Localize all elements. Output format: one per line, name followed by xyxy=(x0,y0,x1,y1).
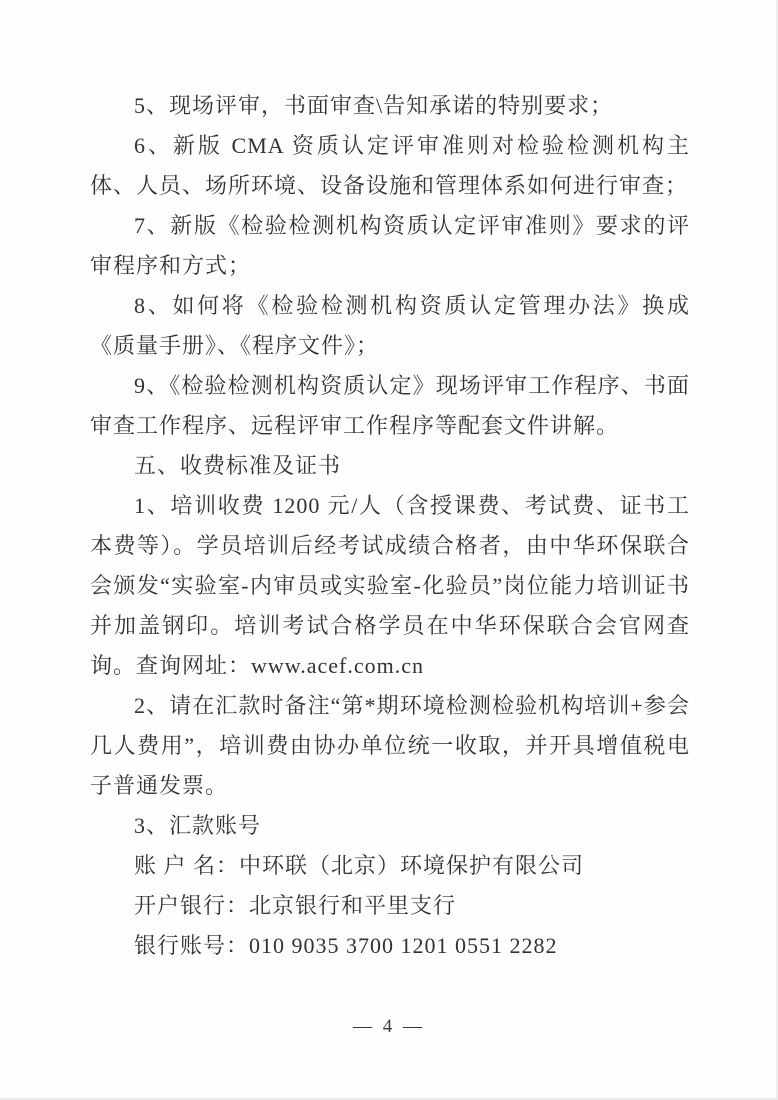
list-item-7: 7、新版《检验检测机构资质认定评审准则》要求的评审程序和方式； xyxy=(90,213,690,278)
bank-account-number-line: 银行账号：010 9035 3700 1201 0551 2282 xyxy=(134,933,558,958)
account-name-line: 账 户 名：中环联（北京）环境保护有限公司 xyxy=(134,853,585,878)
bank-branch-line: 开户银行：北京银行和平里支行 xyxy=(134,893,457,918)
document-body xyxy=(90,86,690,966)
fee-item-3-remittance-account: 3、汇款账号 xyxy=(134,813,262,838)
fee-item-2-remittance-note: 2、请在汇款时备注“第*期环境检测检验机构培训+参会几人费用”，培训费由协办单位统一收取，并开具增值税电子普通发票。 xyxy=(90,693,690,798)
list-item-8: 8、如何将《检验检测机构资质认定管理办法》换成《质量手册》、《程序文件》； xyxy=(90,293,690,358)
fee-item-1-training-fee: 1、培训收费 1200 元/人（含授课费、考试费、证书工本费等）。学员培训后经考试成绩合格者，由中华环保联合会颁发“实验室-内审员或实验室-化验员”岗位能力培训证书并加盖钢印。培训考试合格学员在中华环保联合会官网查询。查询网址：www.acef.com.cn xyxy=(90,493,690,678)
list-item-5: 5、现场评审，书面审查\告知承诺的特别要求； xyxy=(134,93,614,118)
section-heading-fees-and-certificate: 五、收费标准及证书 xyxy=(134,453,342,478)
list-item-6: 6、新版 CMA 资质认定评审准则对检验检测机构主体、人员、场所环境、设备设施和管理体系如何进行审查； xyxy=(90,133,690,198)
page-number: — 4 — xyxy=(353,1016,425,1037)
list-item-9: 9、《检验检测机构资质认定》现场评审工作程序、书面审查工作程序、远程评审工作程序等配套文件讲解。 xyxy=(90,373,690,438)
